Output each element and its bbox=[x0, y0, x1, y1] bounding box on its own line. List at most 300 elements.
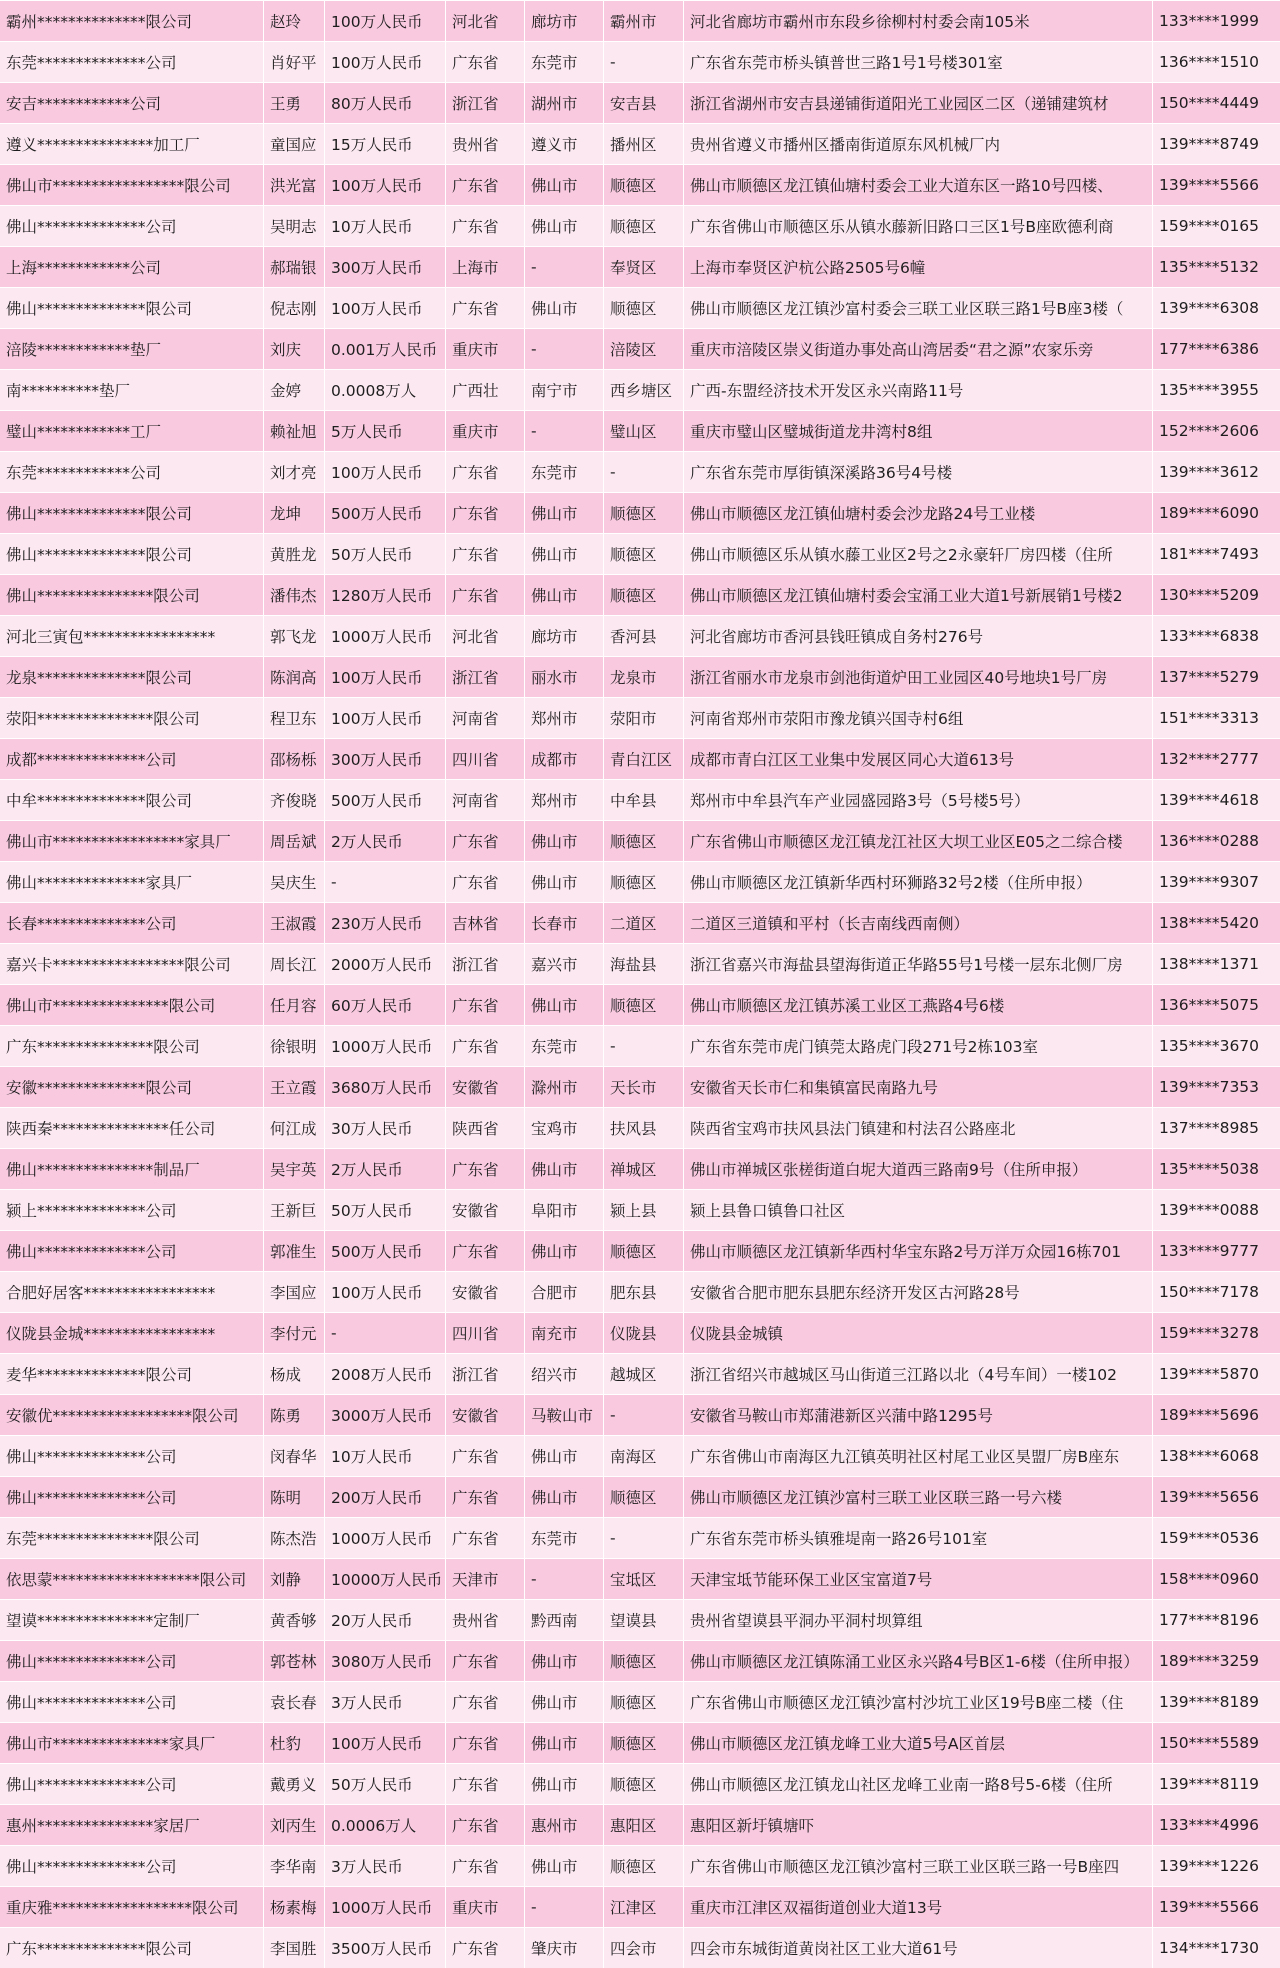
company-name-cell: 佛山**************公司 bbox=[0, 1231, 264, 1271]
capital-cell: 100万人民币 bbox=[325, 288, 446, 328]
phone-cell: 139****7353 bbox=[1159, 1078, 1260, 1096]
table-row bbox=[0, 451, 1280, 492]
company-name-cell: 上海************公司 bbox=[0, 247, 264, 287]
city-cell: 佛山市 bbox=[525, 1723, 604, 1763]
city-cell: 佛山市 bbox=[525, 288, 604, 328]
phone-cell: 158****0960 bbox=[1159, 1570, 1260, 1588]
district-cell: 顺德区 bbox=[604, 493, 684, 533]
district-cell: 宝坻区 bbox=[604, 1559, 684, 1599]
capital-cell: 230万人民币 bbox=[325, 903, 446, 943]
phone-cell: 139****5870 bbox=[1159, 1365, 1260, 1383]
phone-cell: 139****5656 bbox=[1159, 1488, 1260, 1506]
province-cell: 陕西省 bbox=[446, 1108, 525, 1148]
table-row bbox=[0, 41, 1280, 82]
table-row bbox=[0, 1189, 1280, 1230]
province-cell: 广东省 bbox=[446, 1805, 525, 1845]
address-cell: 广东省东莞市厚街镇深溪路36号4号楼 bbox=[684, 452, 1153, 492]
contact-name-cell: 黄香够 bbox=[264, 1600, 325, 1640]
contact-name-cell: 吴明志 bbox=[264, 206, 325, 246]
table-row bbox=[0, 1886, 1280, 1927]
district-cell: 奉贤区 bbox=[604, 247, 684, 287]
company-name-cell: 安吉************公司 bbox=[0, 83, 264, 123]
district-cell: 禅城区 bbox=[604, 1149, 684, 1189]
capital-cell: 500万人民币 bbox=[325, 780, 446, 820]
contact-name-cell: 王新巨 bbox=[264, 1190, 325, 1230]
city-cell: 佛山市 bbox=[525, 1682, 604, 1722]
capital-cell: 15万人民币 bbox=[325, 124, 446, 164]
company-name-cell: 佛山**************限公司 bbox=[0, 493, 264, 533]
phone-cell: 151****3313 bbox=[1159, 709, 1260, 727]
table-row bbox=[0, 943, 1280, 984]
capital-cell: 0.0008万人 bbox=[325, 370, 446, 410]
table-row bbox=[0, 574, 1280, 615]
contact-name-cell: 周长江 bbox=[264, 944, 325, 984]
contact-name-cell: 王勇 bbox=[264, 83, 325, 123]
company-name-cell: 南**********垫厂 bbox=[0, 370, 264, 410]
contact-name-cell: 周岳斌 bbox=[264, 821, 325, 861]
phone-cell: 133****6838 bbox=[1159, 627, 1260, 645]
contact-name-cell: 洪光富 bbox=[264, 165, 325, 205]
capital-cell: 1000万人民币 bbox=[325, 616, 446, 656]
capital-cell: - bbox=[325, 862, 446, 902]
address-cell: 陕西省宝鸡市扶风县法门镇建和村法召公路座北 bbox=[684, 1108, 1153, 1148]
province-cell: 广东省 bbox=[446, 1641, 525, 1681]
capital-cell: 2万人民币 bbox=[325, 1149, 446, 1189]
address-cell: 安徽省马鞍山市郑蒲港新区兴蒲中路1295号 bbox=[684, 1395, 1153, 1435]
city-cell: - bbox=[525, 1887, 604, 1927]
company-name-cell: 佛山**************公司 bbox=[0, 1682, 264, 1722]
contact-name-cell: 刘庆 bbox=[264, 329, 325, 369]
contact-name-cell: 杨素梅 bbox=[264, 1887, 325, 1927]
contact-name-cell: 邵杨栎 bbox=[264, 739, 325, 779]
district-cell: 青白江区 bbox=[604, 739, 684, 779]
address-cell: 广东省佛山市南海区九江镇英明社区村尾工业区昊盟厂房B座东 bbox=[684, 1436, 1153, 1476]
contact-name-cell: 龙坤 bbox=[264, 493, 325, 533]
address-cell: 佛山市顺德区龙江镇仙塘村委会工业大道东区一路10号四楼、 bbox=[684, 165, 1153, 205]
contact-name-cell: 李付元 bbox=[264, 1313, 325, 1353]
capital-cell: - bbox=[325, 1313, 446, 1353]
contact-name-cell: 刘才亮 bbox=[264, 452, 325, 492]
company-name-cell: 霸州**************限公司 bbox=[0, 1, 264, 41]
table-row bbox=[0, 1681, 1280, 1722]
capital-cell: 100万人民币 bbox=[325, 452, 446, 492]
city-cell: 湖州市 bbox=[525, 83, 604, 123]
province-cell: 广东省 bbox=[446, 1928, 525, 1968]
company-name-cell: 佛山**************公司 bbox=[0, 206, 264, 246]
contact-name-cell: 王淑霞 bbox=[264, 903, 325, 943]
address-cell: 成都市青白江区工业集中发展区同心大道613号 bbox=[684, 739, 1153, 779]
province-cell: 广东省 bbox=[446, 493, 525, 533]
table-row bbox=[0, 738, 1280, 779]
table-row bbox=[0, 1517, 1280, 1558]
address-cell: 佛山市顺德区龙江镇陈涌工业区永兴路4号B区1-6楼（住所申报） bbox=[684, 1641, 1153, 1681]
province-cell: 安徽省 bbox=[446, 1272, 525, 1312]
contact-name-cell: 刘丙生 bbox=[264, 1805, 325, 1845]
table-row bbox=[0, 1476, 1280, 1517]
contact-name-cell: 齐俊晓 bbox=[264, 780, 325, 820]
phone-cell: 152****2606 bbox=[1159, 422, 1260, 440]
capital-cell: 10000万人民币 bbox=[325, 1559, 446, 1599]
province-cell: 广东省 bbox=[446, 288, 525, 328]
contact-name-cell: 徐银明 bbox=[264, 1026, 325, 1066]
company-name-cell: 佛山***************制品厂 bbox=[0, 1149, 264, 1189]
table-row bbox=[0, 0, 1280, 41]
company-name-cell: 佛山**************公司 bbox=[0, 1846, 264, 1886]
company-name-cell: 龙泉**************限公司 bbox=[0, 657, 264, 697]
city-cell: 佛山市 bbox=[525, 821, 604, 861]
table-row bbox=[0, 615, 1280, 656]
province-cell: 天津市 bbox=[446, 1559, 525, 1599]
capital-cell: 500万人民币 bbox=[325, 1231, 446, 1271]
table-row bbox=[0, 1353, 1280, 1394]
capital-cell: 0.0006万人 bbox=[325, 1805, 446, 1845]
province-cell: 广东省 bbox=[446, 534, 525, 574]
city-cell: 廊坊市 bbox=[525, 1, 604, 41]
contact-name-cell: 任月容 bbox=[264, 985, 325, 1025]
company-name-cell: 望谟***************定制厂 bbox=[0, 1600, 264, 1640]
table-row bbox=[0, 369, 1280, 410]
capital-cell: 20万人民币 bbox=[325, 1600, 446, 1640]
address-cell: 佛山市顺德区龙江镇仙塘村委会宝涌工业大道1号新展销1号楼2 bbox=[684, 575, 1153, 615]
table-row bbox=[0, 492, 1280, 533]
province-cell: 广东省 bbox=[446, 1764, 525, 1804]
contact-name-cell: 何江成 bbox=[264, 1108, 325, 1148]
province-cell: 四川省 bbox=[446, 739, 525, 779]
capital-cell: 5万人民币 bbox=[325, 411, 446, 451]
company-name-cell: 合肥好居客***************** bbox=[0, 1272, 264, 1312]
company-name-cell: 佛山**************限公司 bbox=[0, 534, 264, 574]
phone-cell: 181****7493 bbox=[1159, 545, 1260, 563]
company-name-cell: 佛山**************公司 bbox=[0, 1477, 264, 1517]
phone-cell: 138****1371 bbox=[1159, 955, 1260, 973]
table-row bbox=[0, 1394, 1280, 1435]
district-cell: 顺德区 bbox=[604, 1764, 684, 1804]
province-cell: 广东省 bbox=[446, 1436, 525, 1476]
table-row bbox=[0, 697, 1280, 738]
district-cell: 扶风县 bbox=[604, 1108, 684, 1148]
company-name-cell: 东莞***************限公司 bbox=[0, 1518, 264, 1558]
table-row bbox=[0, 164, 1280, 205]
table-row bbox=[0, 123, 1280, 164]
phone-cell: 132****2777 bbox=[1159, 750, 1260, 768]
phone-cell: 159****3278 bbox=[1159, 1324, 1260, 1342]
district-cell: 涪陵区 bbox=[604, 329, 684, 369]
table-row bbox=[0, 779, 1280, 820]
city-cell: 合肥市 bbox=[525, 1272, 604, 1312]
phone-cell: 136****0288 bbox=[1159, 832, 1260, 850]
district-cell: - bbox=[604, 42, 684, 82]
table-row bbox=[0, 1435, 1280, 1476]
phone-cell: 139****4618 bbox=[1159, 791, 1260, 809]
contact-name-cell: 戴勇义 bbox=[264, 1764, 325, 1804]
city-cell: 东莞市 bbox=[525, 452, 604, 492]
phone-cell: 139****5566 bbox=[1159, 1898, 1260, 1916]
province-cell: 贵州省 bbox=[446, 124, 525, 164]
district-cell: 顺德区 bbox=[604, 985, 684, 1025]
capital-cell: 3680万人民币 bbox=[325, 1067, 446, 1107]
city-cell: 佛山市 bbox=[525, 985, 604, 1025]
city-cell: 滁州市 bbox=[525, 1067, 604, 1107]
company-name-cell: 东莞************公司 bbox=[0, 452, 264, 492]
company-name-cell: 嘉兴卡*****************限公司 bbox=[0, 944, 264, 984]
province-cell: 吉林省 bbox=[446, 903, 525, 943]
company-name-cell: 涪陵************垫厂 bbox=[0, 329, 264, 369]
table-row bbox=[0, 1066, 1280, 1107]
table-row bbox=[0, 1312, 1280, 1353]
city-cell: 佛山市 bbox=[525, 1149, 604, 1189]
district-cell: 惠阳区 bbox=[604, 1805, 684, 1845]
phone-cell: 159****0165 bbox=[1159, 217, 1260, 235]
province-cell: 广东省 bbox=[446, 452, 525, 492]
company-name-cell: 东莞**************公司 bbox=[0, 42, 264, 82]
province-cell: 广东省 bbox=[446, 1846, 525, 1886]
table-row bbox=[0, 1640, 1280, 1681]
city-cell: 佛山市 bbox=[525, 165, 604, 205]
contact-name-cell: 赖祉旭 bbox=[264, 411, 325, 451]
address-cell: 浙江省嘉兴市海盐县望海街道正华路55号1号楼一层东北侧厂房 bbox=[684, 944, 1153, 984]
capital-cell: 3080万人民币 bbox=[325, 1641, 446, 1681]
city-cell: 佛山市 bbox=[525, 1641, 604, 1681]
address-cell: 安徽省合肥市肥东县肥东经济开发区古河路28号 bbox=[684, 1272, 1153, 1312]
district-cell: 越城区 bbox=[604, 1354, 684, 1394]
contact-name-cell: 李国应 bbox=[264, 1272, 325, 1312]
city-cell: 佛山市 bbox=[525, 493, 604, 533]
contact-name-cell: 李华南 bbox=[264, 1846, 325, 1886]
company-name-cell: 佛山**************公司 bbox=[0, 1764, 264, 1804]
capital-cell: 500万人民币 bbox=[325, 493, 446, 533]
district-cell: - bbox=[604, 1026, 684, 1066]
table-row bbox=[0, 1804, 1280, 1845]
province-cell: 四川省 bbox=[446, 1313, 525, 1353]
address-cell: 郑州市中牟县汽车产业园盛园路3号（5号楼5号） bbox=[684, 780, 1153, 820]
city-cell: 佛山市 bbox=[525, 1764, 604, 1804]
province-cell: 广东省 bbox=[446, 821, 525, 861]
phone-cell: 134****1730 bbox=[1159, 1939, 1260, 1957]
province-cell: 广东省 bbox=[446, 1149, 525, 1189]
address-cell: 贵州省望谟县平洞办平洞村坝算组 bbox=[684, 1600, 1153, 1640]
city-cell: - bbox=[525, 411, 604, 451]
contact-name-cell: 郭苍林 bbox=[264, 1641, 325, 1681]
table-row bbox=[0, 1107, 1280, 1148]
contact-name-cell: 金婷 bbox=[264, 370, 325, 410]
contact-name-cell: 黄胜龙 bbox=[264, 534, 325, 574]
address-cell: 仪陇县金城镇 bbox=[684, 1313, 1153, 1353]
contact-name-cell: 王立霞 bbox=[264, 1067, 325, 1107]
district-cell: 顺德区 bbox=[604, 1846, 684, 1886]
city-cell: 惠州市 bbox=[525, 1805, 604, 1845]
city-cell: 佛山市 bbox=[525, 1231, 604, 1271]
capital-cell: 50万人民币 bbox=[325, 1764, 446, 1804]
province-cell: 广东省 bbox=[446, 1231, 525, 1271]
city-cell: 东莞市 bbox=[525, 1026, 604, 1066]
company-name-cell: 佛山市***************限公司 bbox=[0, 985, 264, 1025]
contact-name-cell: 郭准生 bbox=[264, 1231, 325, 1271]
phone-cell: 136****1510 bbox=[1159, 53, 1260, 71]
capital-cell: 1000万人民币 bbox=[325, 1026, 446, 1066]
province-cell: 广东省 bbox=[446, 1477, 525, 1517]
table-row bbox=[0, 205, 1280, 246]
contact-name-cell: 袁长春 bbox=[264, 1682, 325, 1722]
address-cell: 广东省佛山市顺德区龙江镇龙江社区大坝工业区E05之二综合楼 bbox=[684, 821, 1153, 861]
table-row bbox=[0, 82, 1280, 123]
phone-cell: 135****3670 bbox=[1159, 1037, 1260, 1055]
district-cell: 顺德区 bbox=[604, 575, 684, 615]
province-cell: 河北省 bbox=[446, 616, 525, 656]
company-name-cell: 重庆雅******************限公司 bbox=[0, 1887, 264, 1927]
capital-cell: 100万人民币 bbox=[325, 1, 446, 41]
city-cell: 佛山市 bbox=[525, 575, 604, 615]
city-cell: 绍兴市 bbox=[525, 1354, 604, 1394]
contact-name-cell: 郭飞龙 bbox=[264, 616, 325, 656]
table-row bbox=[0, 1230, 1280, 1271]
table-row bbox=[0, 1763, 1280, 1804]
address-cell: 佛山市顺德区龙江镇沙富村委会三联工业区联三路1号B座3楼（ bbox=[684, 288, 1153, 328]
city-cell: 黔西南 bbox=[525, 1600, 604, 1640]
contact-name-cell: 潘伟杰 bbox=[264, 575, 325, 615]
capital-cell: 100万人民币 bbox=[325, 657, 446, 697]
district-cell: 仪陇县 bbox=[604, 1313, 684, 1353]
province-cell: 广东省 bbox=[446, 1026, 525, 1066]
province-cell: 广东省 bbox=[446, 1682, 525, 1722]
company-name-cell: 佛山市*****************限公司 bbox=[0, 165, 264, 205]
phone-cell: 189****5696 bbox=[1159, 1406, 1260, 1424]
province-cell: 重庆市 bbox=[446, 411, 525, 451]
table-row bbox=[0, 861, 1280, 902]
phone-cell: 189****6090 bbox=[1159, 504, 1260, 522]
province-cell: 安徽省 bbox=[446, 1067, 525, 1107]
address-cell: 佛山市顺德区龙江镇新华西村华宝东路2号万洋万众园16栋701 bbox=[684, 1231, 1153, 1271]
company-name-cell: 佛山**************家具厂 bbox=[0, 862, 264, 902]
capital-cell: 100万人民币 bbox=[325, 1723, 446, 1763]
phone-cell: 138****6068 bbox=[1159, 1447, 1260, 1465]
contact-name-cell: 肖好平 bbox=[264, 42, 325, 82]
contact-name-cell: 童国应 bbox=[264, 124, 325, 164]
address-cell: 佛山市顺德区龙江镇龙峰工业大道5号A区首层 bbox=[684, 1723, 1153, 1763]
city-cell: 佛山市 bbox=[525, 206, 604, 246]
company-name-cell: 依思蒙*******************限公司 bbox=[0, 1559, 264, 1599]
district-cell: 二道区 bbox=[604, 903, 684, 943]
capital-cell: 3万人民币 bbox=[325, 1682, 446, 1722]
phone-cell: 159****0536 bbox=[1159, 1529, 1260, 1547]
city-cell: 佛山市 bbox=[525, 862, 604, 902]
province-cell: 广东省 bbox=[446, 985, 525, 1025]
capital-cell: 1280万人民币 bbox=[325, 575, 446, 615]
district-cell: 霸州市 bbox=[604, 1, 684, 41]
district-cell: - bbox=[604, 1395, 684, 1435]
province-cell: 广东省 bbox=[446, 206, 525, 246]
company-name-cell: 佛山市*****************家具厂 bbox=[0, 821, 264, 861]
address-cell: 二道区三道镇和平村（长吉南线西南侧） bbox=[684, 903, 1153, 943]
district-cell: 播州区 bbox=[604, 124, 684, 164]
phone-cell: 139****8119 bbox=[1159, 1775, 1260, 1793]
capital-cell: 2万人民币 bbox=[325, 821, 446, 861]
company-name-cell: 惠州***************家居厂 bbox=[0, 1805, 264, 1845]
district-cell: 顺德区 bbox=[604, 288, 684, 328]
phone-cell: 139****3612 bbox=[1159, 463, 1260, 481]
district-cell: 天长市 bbox=[604, 1067, 684, 1107]
table-row bbox=[0, 1025, 1280, 1066]
table-row bbox=[0, 1927, 1280, 1968]
district-cell: 顺德区 bbox=[604, 1477, 684, 1517]
address-cell: 重庆市江津区双福街道创业大道13号 bbox=[684, 1887, 1153, 1927]
company-name-cell: 佛山市***************家具厂 bbox=[0, 1723, 264, 1763]
district-cell: 顺德区 bbox=[604, 862, 684, 902]
company-name-cell: 荥阳***************限公司 bbox=[0, 698, 264, 738]
company-name-cell: 成都**************公司 bbox=[0, 739, 264, 779]
company-name-cell: 仪陇县金城***************** bbox=[0, 1313, 264, 1353]
district-cell: 顺德区 bbox=[604, 1723, 684, 1763]
address-cell: 颍上县鲁口镇鲁口社区 bbox=[684, 1190, 1153, 1230]
district-cell: 江津区 bbox=[604, 1887, 684, 1927]
province-cell: 广东省 bbox=[446, 1723, 525, 1763]
district-cell: 南海区 bbox=[604, 1436, 684, 1476]
table-row bbox=[0, 246, 1280, 287]
address-cell: 广东省东莞市桥头镇普世三路1号1号楼301室 bbox=[684, 42, 1153, 82]
company-name-cell: 遵义***************加工厂 bbox=[0, 124, 264, 164]
province-cell: 广东省 bbox=[446, 862, 525, 902]
company-name-cell: 璧山************工厂 bbox=[0, 411, 264, 451]
company-name-cell: 广东**************限公司 bbox=[0, 1928, 264, 1968]
capital-cell: 100万人民币 bbox=[325, 42, 446, 82]
capital-cell: 10万人民币 bbox=[325, 1436, 446, 1476]
province-cell: 重庆市 bbox=[446, 329, 525, 369]
address-cell: 贵州省遵义市播州区播南街道原东风机械厂内 bbox=[684, 124, 1153, 164]
phone-cell: 177****8196 bbox=[1159, 1611, 1260, 1629]
capital-cell: 2000万人民币 bbox=[325, 944, 446, 984]
company-name-cell: 麦华**************限公司 bbox=[0, 1354, 264, 1394]
district-cell: 肥东县 bbox=[604, 1272, 684, 1312]
address-cell: 广东省佛山市顺德区龙江镇沙富村三联工业区联三路一号B座四 bbox=[684, 1846, 1153, 1886]
province-cell: 浙江省 bbox=[446, 1354, 525, 1394]
city-cell: 东莞市 bbox=[525, 1518, 604, 1558]
capital-cell: 50万人民币 bbox=[325, 1190, 446, 1230]
phone-cell: 139****8749 bbox=[1159, 135, 1260, 153]
address-cell: 佛山市顺德区龙江镇苏溪工业区工燕路4号6楼 bbox=[684, 985, 1153, 1025]
contact-name-cell: 吴宇英 bbox=[264, 1149, 325, 1189]
table-row bbox=[0, 328, 1280, 369]
district-cell: 顺德区 bbox=[604, 165, 684, 205]
capital-cell: 3万人民币 bbox=[325, 1846, 446, 1886]
company-name-cell: 长春**************公司 bbox=[0, 903, 264, 943]
province-cell: 广东省 bbox=[446, 165, 525, 205]
address-cell: 佛山市顺德区龙江镇龙山社区龙峰工业南一路8号5-6楼（住所 bbox=[684, 1764, 1153, 1804]
address-cell: 上海市奉贤区沪杭公路2505号6幢 bbox=[684, 247, 1153, 287]
city-cell: - bbox=[525, 1559, 604, 1599]
address-cell: 河南省郑州市荥阳市豫龙镇兴国寺村6组 bbox=[684, 698, 1153, 738]
district-cell: 海盐县 bbox=[604, 944, 684, 984]
company-name-cell: 佛山**************公司 bbox=[0, 1641, 264, 1681]
capital-cell: 10万人民币 bbox=[325, 206, 446, 246]
district-cell: 顺德区 bbox=[604, 534, 684, 574]
contact-name-cell: 闵春华 bbox=[264, 1436, 325, 1476]
address-cell: 惠阳区新圩镇塘吓 bbox=[684, 1805, 1153, 1845]
table-row bbox=[0, 410, 1280, 451]
company-name-cell: 陕西秦***************任公司 bbox=[0, 1108, 264, 1148]
address-cell: 浙江省绍兴市越城区马山街道三江路以北（4号车间）一楼102 bbox=[684, 1354, 1153, 1394]
district-cell: 安吉县 bbox=[604, 83, 684, 123]
city-cell: 宝鸡市 bbox=[525, 1108, 604, 1148]
phone-cell: 150****5589 bbox=[1159, 1734, 1260, 1752]
address-cell: 广东省佛山市顺德区龙江镇沙富村沙坑工业区19号B座二楼（住 bbox=[684, 1682, 1153, 1722]
phone-cell: 138****5420 bbox=[1159, 914, 1260, 932]
table-row bbox=[0, 902, 1280, 943]
city-cell: - bbox=[525, 329, 604, 369]
address-cell: 广东省东莞市虎门镇莞太路虎门段271号2栋103室 bbox=[684, 1026, 1153, 1066]
company-name-cell: 安徽**************限公司 bbox=[0, 1067, 264, 1107]
province-cell: 广东省 bbox=[446, 575, 525, 615]
capital-cell: 30万人民币 bbox=[325, 1108, 446, 1148]
district-cell: - bbox=[604, 452, 684, 492]
